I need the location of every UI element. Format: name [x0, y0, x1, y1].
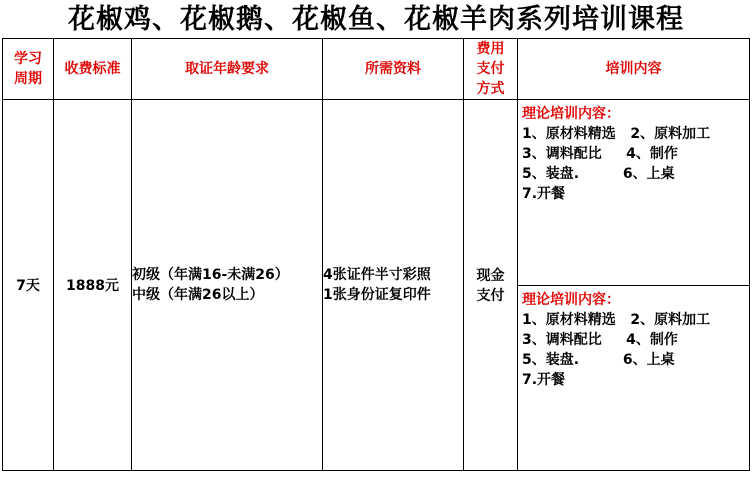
content-line: 7.开餐: [522, 186, 566, 202]
content-block: [518, 100, 749, 285]
cell-fee: 1888元: [54, 100, 132, 471]
header-payment: 费用 支付 方式: [464, 39, 518, 100]
cell-content: [518, 100, 750, 471]
content-block-heading: 理论培训内容：: [522, 292, 620, 308]
cell-payment: [464, 100, 518, 471]
header-age: 取证年龄要求: [132, 39, 323, 100]
header-materials: 所需资料: [323, 39, 464, 100]
content-line: 7.开餐: [522, 372, 566, 388]
content-block-heading: 理论培训内容：: [522, 106, 620, 122]
course-table: [2, 38, 750, 471]
content-line: 3、调料配比 4、制作: [522, 332, 678, 348]
age-line: 初级（年满16-未满26）: [132, 267, 289, 283]
content-line: 1、原材料精选 2、原料加工: [522, 312, 711, 328]
page-title: 花椒鸡、花椒鹅、花椒鱼、花椒羊肉系列培训课程: [68, 4, 684, 35]
payment-line: 支付: [476, 288, 505, 304]
materials-line: 1张身份证复印件: [323, 287, 431, 303]
header-content: 培训内容: [518, 39, 750, 100]
payment-line: 现金: [476, 268, 505, 284]
header-row: [3, 39, 750, 100]
materials-line: 4张证件半寸彩照: [323, 267, 431, 283]
header-fee: 收费标准: [54, 39, 132, 100]
content-block: [518, 285, 749, 470]
age-line: 中级（年满26以上）: [132, 287, 264, 303]
cell-period: 7天: [3, 100, 54, 471]
header-period: 学习 周期: [3, 39, 54, 100]
content-line: 1、原材料精选 2、原料加工: [522, 126, 711, 142]
content-line: 5、装盘. 6、上桌: [522, 352, 675, 368]
cell-materials: [323, 100, 464, 471]
content-line: 3、调料配比 4、制作: [522, 146, 678, 162]
cell-age: [132, 100, 323, 471]
table-row: [3, 100, 750, 471]
content-line: 5、装盘. 6、上桌: [522, 166, 675, 182]
